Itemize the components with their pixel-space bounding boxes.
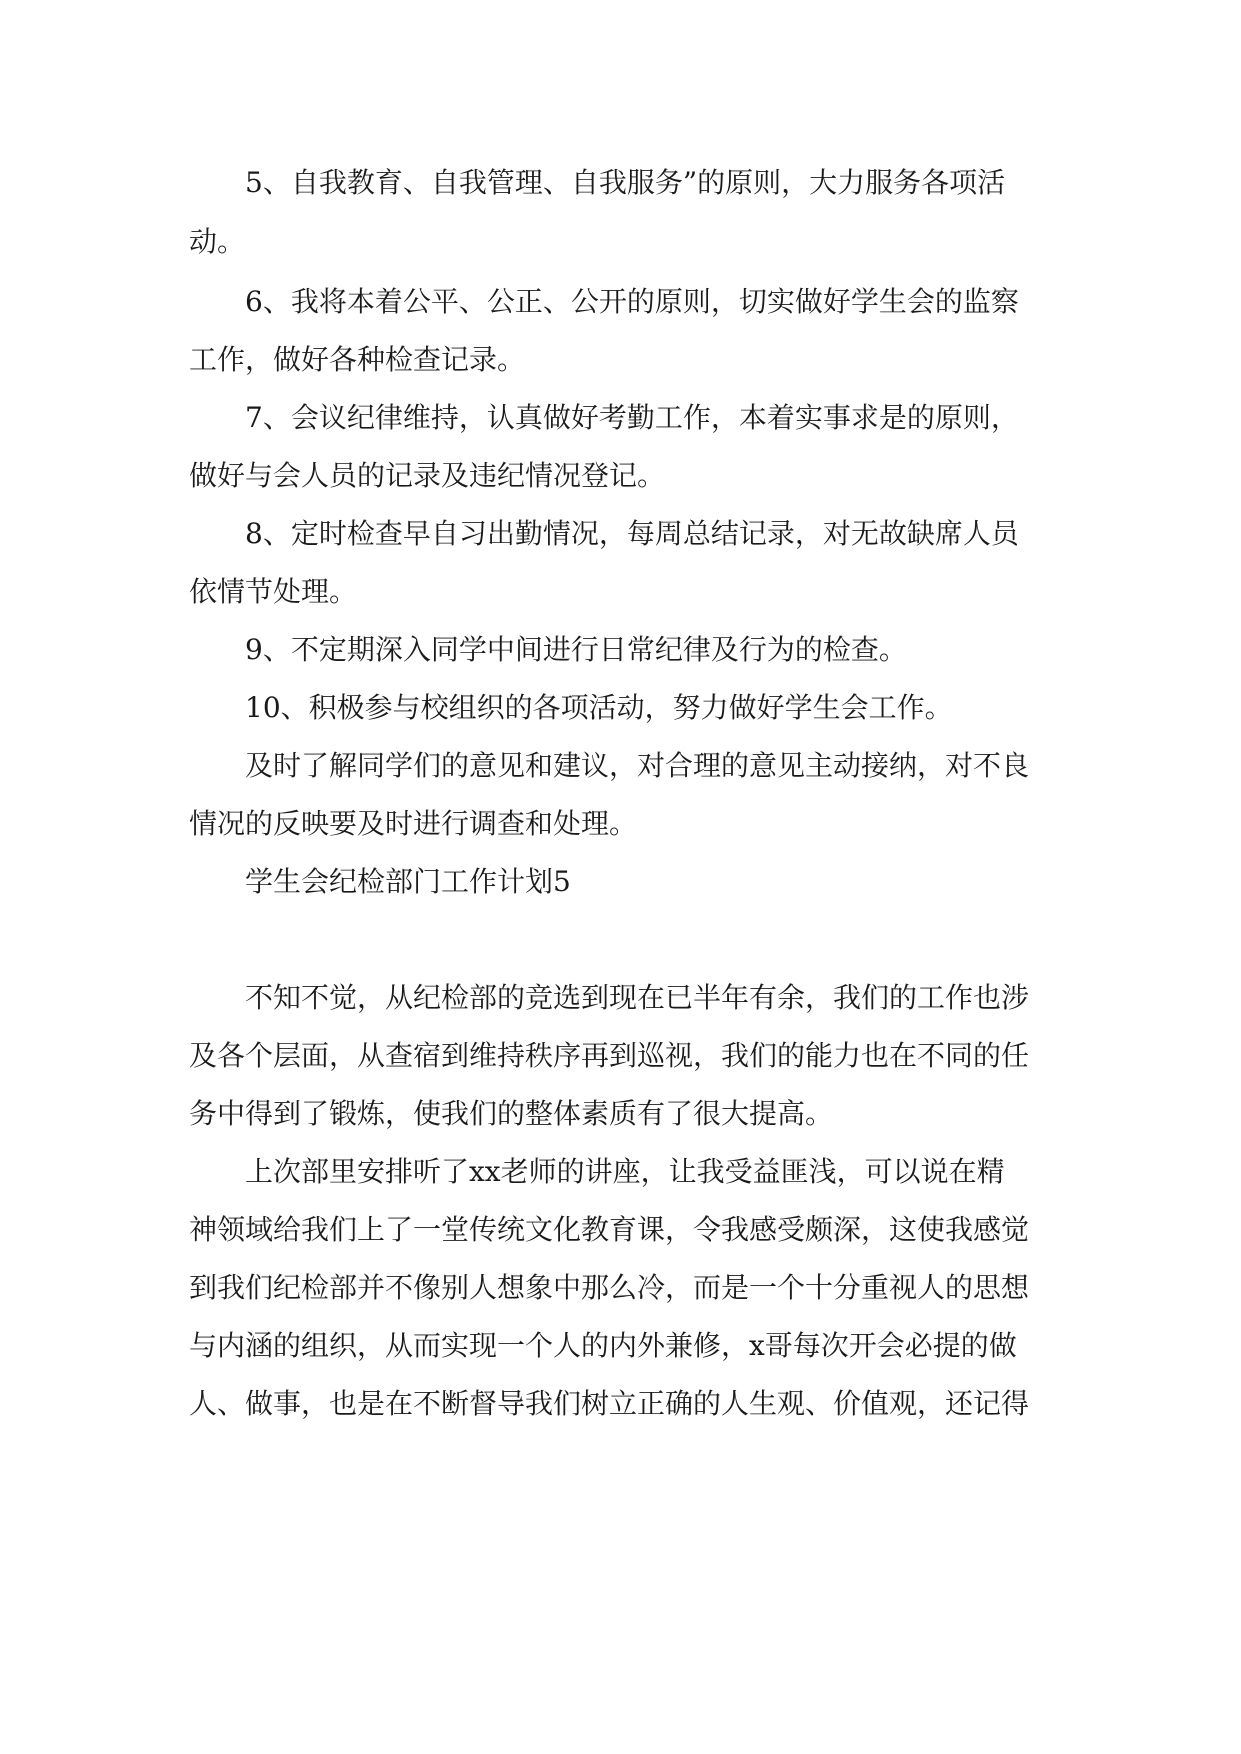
paragraph-8-line-1: 8、定时检查早自习出勤情况，每周总结记录，对无故缺席人员 bbox=[245, 517, 1019, 550]
paragraph-5-line-1: 5、自我教育、自我管理、自我服务”的原则，大力服务各项活 bbox=[245, 166, 1006, 199]
paragraph-7-line-2: 做好与会人员的记录及违纪情况登记。 bbox=[189, 459, 666, 492]
paragraph-lecture-line-1: 上次部里安排听了xx老师的讲座，让我受益匪浅，可以说在精 bbox=[245, 1155, 1005, 1188]
paragraph-feedback-line-1: 及时了解同学们的意见和建议，对合理的意见主动接纳，对不良 bbox=[245, 749, 1030, 782]
paragraph-5-line-2: 动。 bbox=[189, 225, 246, 258]
paragraph-feedback-line-2: 情况的反映要及时进行调查和处理。 bbox=[189, 807, 638, 840]
paragraph-intro-line-2: 及各个层面，从查宿到维持秩序再到巡视，我们的能力也在不同的任 bbox=[189, 1039, 1030, 1072]
paragraph-9-line-1: 9、不定期深入同学中间进行日常纪律及行为的检查。 bbox=[245, 633, 907, 666]
paragraph-7-line-1: 7、会议纪律维持，认真做好考勤工作，本着实事求是的原则， bbox=[245, 401, 1019, 434]
section-heading: 学生会纪检部门工作计划5 bbox=[245, 865, 571, 898]
paragraph-10-line-1: 10、积极参与校组织的各项活动，努力做好学生会工作。 bbox=[245, 691, 953, 724]
paragraph-lecture-line-5: 人、做事，也是在不断督导我们树立正确的人生观、价值观，还记得 bbox=[189, 1387, 1030, 1420]
paragraph-8-line-2: 依情节处理。 bbox=[189, 575, 358, 608]
paragraph-lecture-line-3: 到我们纪检部并不像别人想象中那么冷，而是一个十分重视人的思想 bbox=[189, 1271, 1030, 1304]
paragraph-lecture-line-2: 神领域给我们上了一堂传统文化教育课，令我感受颇深，这使我感觉 bbox=[189, 1213, 1030, 1246]
paragraph-intro-line-3: 务中得到了锻炼，使我们的整体素质有了很大提高。 bbox=[189, 1097, 834, 1130]
paragraph-intro-line-1: 不知不觉，从纪检部的竞选到现在已半年有余，我们的工作也涉 bbox=[245, 981, 1030, 1014]
paragraph-lecture-line-4: 与内涵的组织，从而实现一个人的内外兼修，x哥每次开会必提的做 bbox=[189, 1329, 1017, 1362]
paragraph-6-line-2: 工作，做好各种检查记录。 bbox=[189, 343, 526, 376]
paragraph-6-line-1: 6、我将本着公平、公正、公开的原则，切实做好学生会的监察 bbox=[245, 285, 1019, 318]
